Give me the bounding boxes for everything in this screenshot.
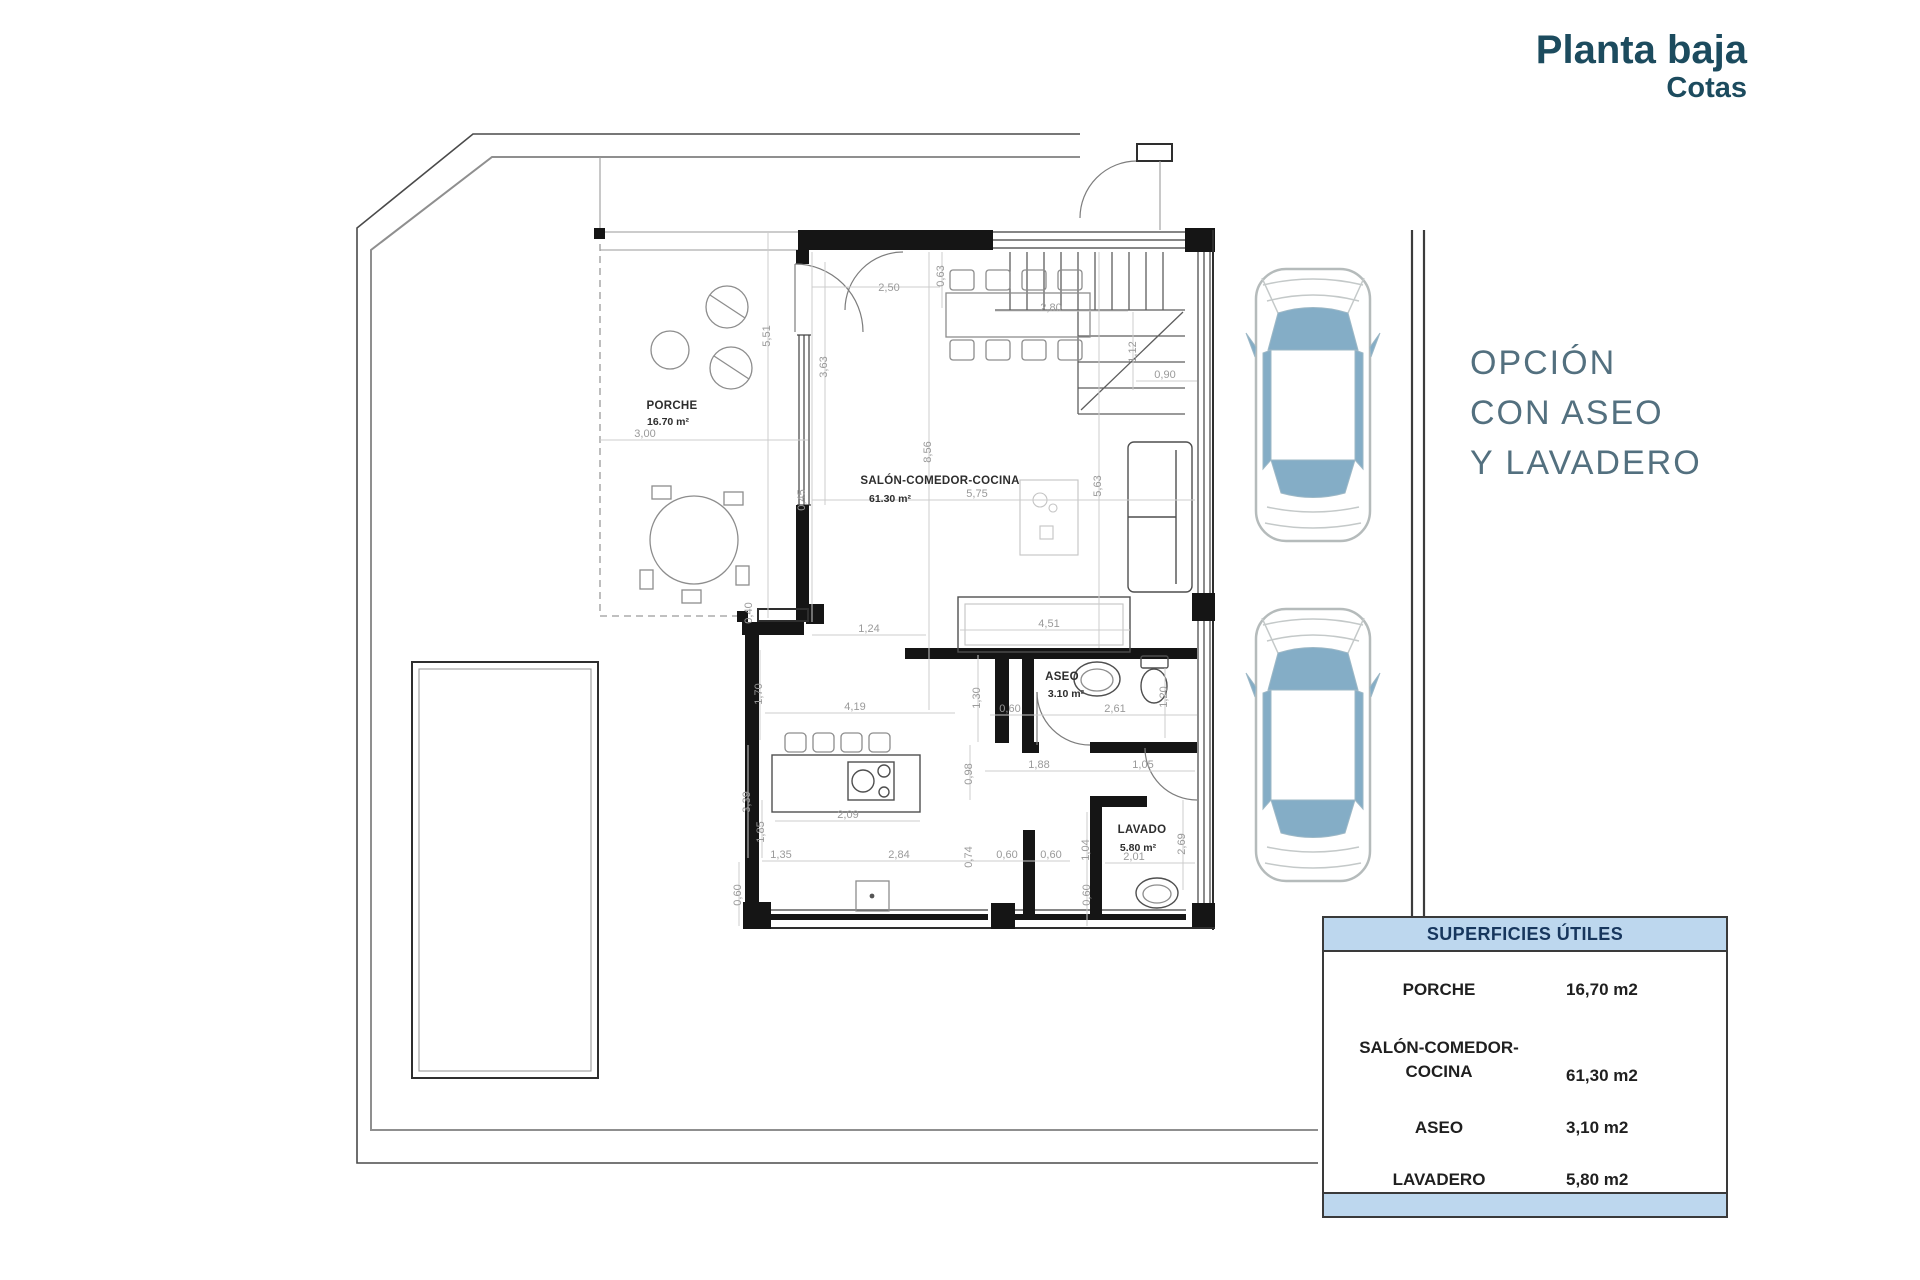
svg-text:1,24: 1,24 [858, 623, 880, 635]
option-note [1470, 338, 1702, 488]
pool [412, 662, 598, 1078]
svg-text:5,75: 5,75 [966, 488, 988, 500]
porch-post [594, 228, 605, 239]
coffee-table-rug [1020, 480, 1078, 555]
svg-text:1,88: 1,88 [1028, 759, 1050, 771]
svg-text:0,60: 0,60 [1081, 884, 1093, 906]
svg-text:SALÓN-COMEDOR-COCINA: SALÓN-COMEDOR-COCINA [860, 475, 1020, 487]
svg-text:5,63: 5,63 [1092, 475, 1104, 497]
svg-text:8,56: 8,56 [922, 441, 934, 463]
svg-text:PORCHE: PORCHE [646, 400, 698, 412]
row-value: 16,70 m2 [1566, 980, 1638, 999]
svg-text:0,98: 0,98 [963, 763, 975, 785]
svg-text:16.70 m²: 16.70 m² [646, 416, 690, 428]
road-edge [1412, 230, 1424, 935]
floor-drain [856, 881, 889, 911]
option-note-line: Y LAVADERO [1470, 444, 1702, 482]
kitchen-island [772, 733, 920, 812]
entrance-door [845, 252, 903, 310]
svg-text:1,70: 1,70 [753, 683, 765, 705]
svg-text:4,51: 4,51 [1038, 618, 1060, 630]
svg-text:5,51: 5,51 [761, 325, 773, 347]
corner-column [743, 902, 771, 929]
row-label: ASEO [1414, 1118, 1464, 1137]
row-value: 5,80 m2 [1566, 1170, 1629, 1189]
dining-table [946, 270, 1090, 360]
svg-text:1,04: 1,04 [1080, 839, 1092, 861]
svg-text:2,80: 2,80 [1040, 302, 1062, 314]
car-top [1246, 269, 1380, 541]
areas-table [1322, 916, 1728, 1218]
row-label-line2: COCINA [1405, 1062, 1473, 1081]
car-bottom [1246, 609, 1380, 881]
svg-text:1,20: 1,20 [1158, 686, 1170, 708]
entry-gate [1080, 144, 1172, 230]
row-value: 61,30 m2 [1566, 1066, 1638, 1085]
option-note-line: CON ASEO [1470, 394, 1664, 432]
svg-text:0,60: 0,60 [996, 849, 1018, 861]
svg-text:0,60: 0,60 [999, 703, 1021, 715]
cooktop [848, 762, 894, 800]
svg-text:2,61: 2,61 [1104, 703, 1126, 715]
svg-text:2,01: 2,01 [1123, 851, 1145, 863]
sofa [1128, 442, 1192, 592]
column [1192, 593, 1215, 621]
svg-text:1,30: 1,30 [971, 687, 983, 709]
svg-text:1,05: 1,05 [1132, 759, 1154, 771]
svg-text:1,35: 1,35 [770, 849, 792, 861]
row-label-line1: SALÓN-COMEDOR- [1359, 1038, 1519, 1057]
svg-text:0,60: 0,60 [732, 884, 744, 906]
column [991, 903, 1015, 929]
svg-text:0,63: 0,63 [935, 265, 947, 287]
svg-text:3,00: 3,00 [634, 428, 656, 440]
svg-text:0,60: 0,60 [1040, 849, 1062, 861]
areas-table-header: SUPERFICIES ÚTILES [1324, 918, 1726, 952]
svg-text:1,12: 1,12 [1127, 341, 1139, 363]
svg-text:ASEO: ASEO [1045, 671, 1079, 683]
lavadero-door [1145, 748, 1197, 800]
svg-text:4,19: 4,19 [844, 701, 866, 713]
svg-text:61.30 m²: 61.30 m² [868, 493, 912, 505]
porch-lounge-chairs [651, 286, 752, 389]
svg-text:0,45: 0,45 [796, 489, 808, 511]
sheet-title-sub: Cotas [1666, 72, 1747, 104]
salon-west-door [795, 264, 863, 332]
row-label [1324, 1036, 1554, 1084]
svg-text:2,69: 2,69 [1176, 833, 1188, 855]
areas-table-footer [1324, 1192, 1726, 1216]
row-label: LAVADERO [1392, 1170, 1486, 1189]
svg-text:2,09: 2,09 [837, 809, 859, 821]
svg-text:2,50: 2,50 [878, 282, 900, 294]
sheet-title-main: Planta baja [1535, 28, 1747, 72]
svg-text:3,39: 3,39 [741, 791, 753, 813]
svg-text:5.80 m²: 5.80 m² [1119, 842, 1157, 854]
svg-text:0,40: 0,40 [743, 602, 755, 624]
svg-text:LAVADO: LAVADO [1117, 824, 1167, 836]
row-value: 3,10 m2 [1566, 1118, 1629, 1137]
row-label: PORCHE [1402, 980, 1476, 999]
sheet-title [1536, 28, 1747, 104]
svg-text:1,85: 1,85 [755, 821, 767, 843]
porch [594, 228, 798, 622]
porch-round-table [640, 486, 749, 603]
svg-text:3,63: 3,63 [818, 356, 830, 378]
lavadero-sink [1136, 878, 1178, 908]
svg-text:0,74: 0,74 [963, 846, 975, 868]
svg-text:0,90: 0,90 [1154, 369, 1176, 381]
room-labels [646, 400, 1166, 854]
svg-text:2,84: 2,84 [888, 849, 910, 861]
option-note-line: OPCIÓN [1470, 344, 1617, 382]
svg-text:3.10 m²: 3.10 m² [1047, 688, 1085, 700]
corner-column [1192, 903, 1215, 929]
